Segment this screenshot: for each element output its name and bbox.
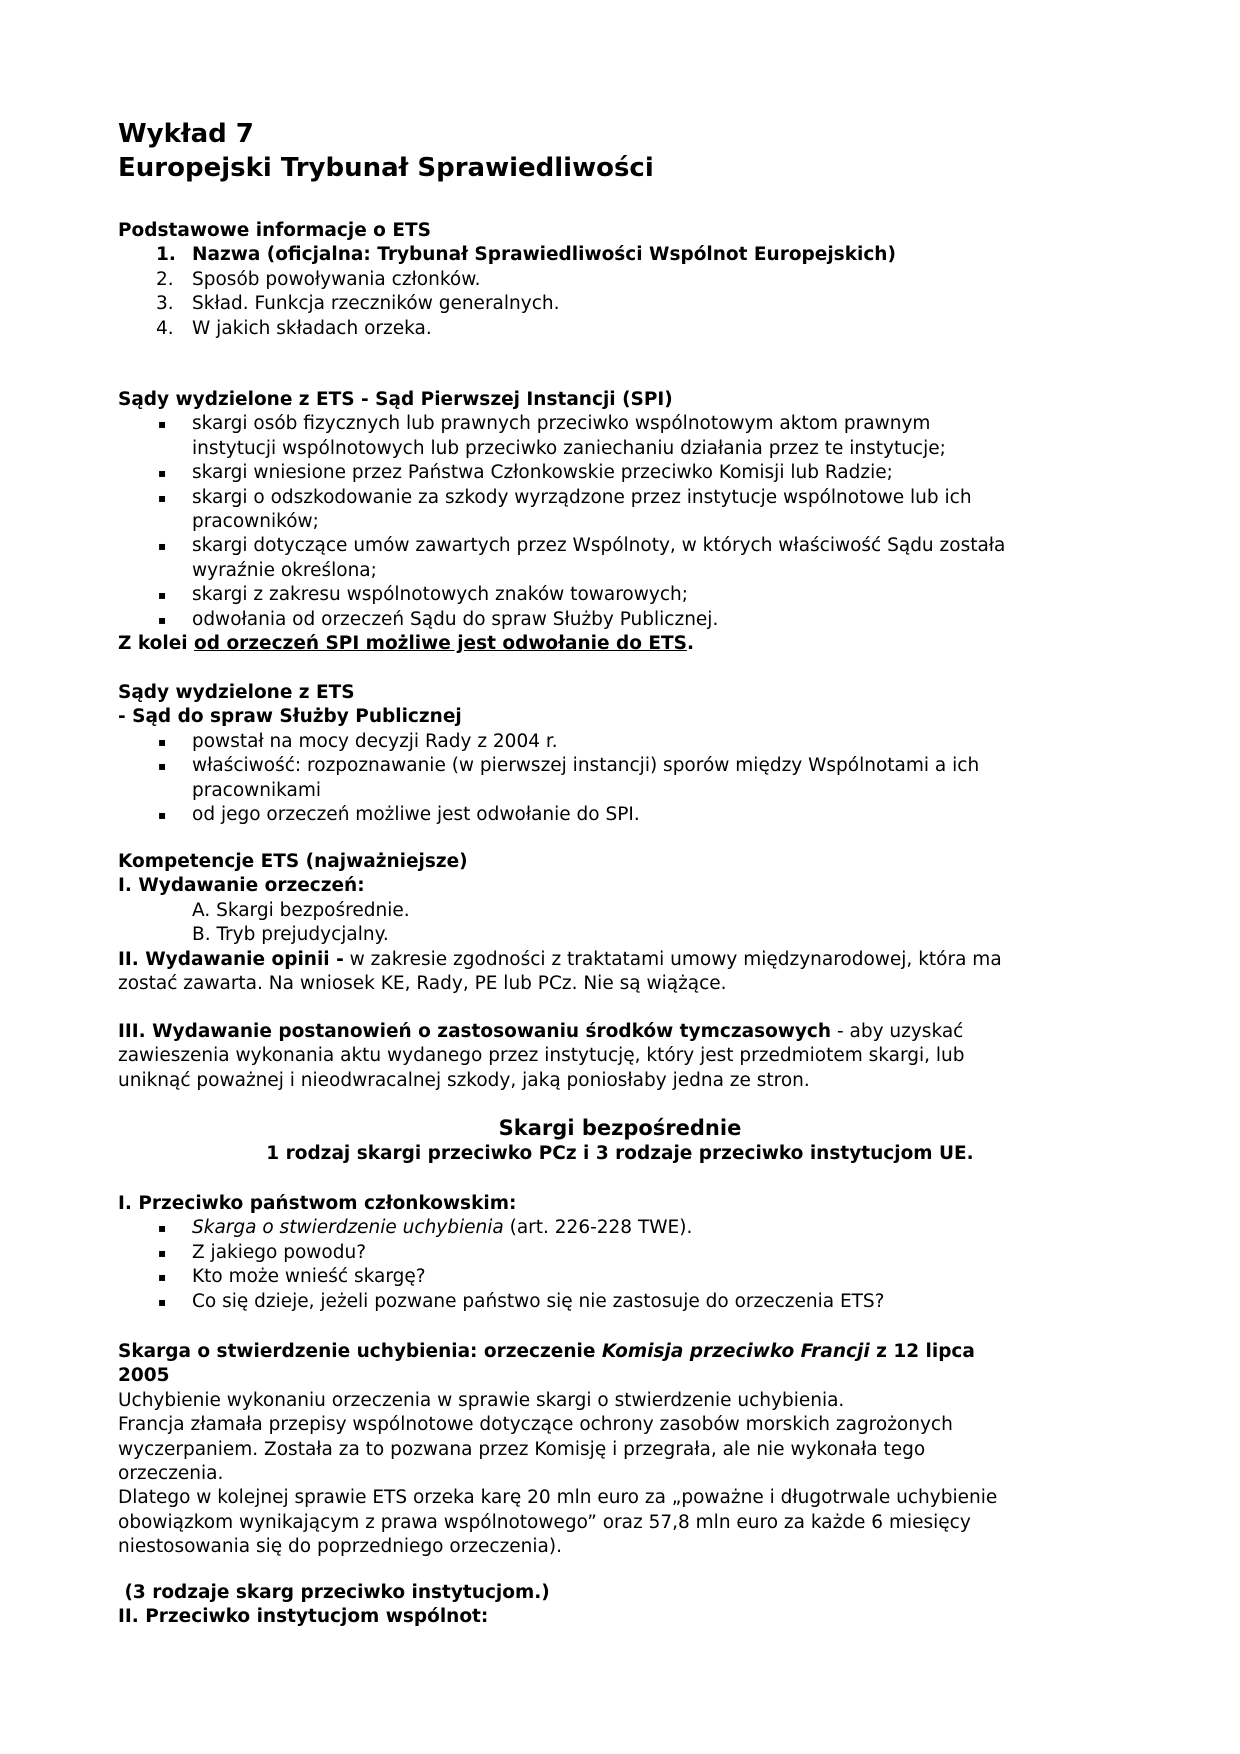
section-heading: Sądy wydzielone z ETS <box>118 682 355 703</box>
conclusion <box>118 632 1180 656</box>
case-heading <box>118 1340 1180 1364</box>
opinion-heading: II. Wydawanie opinii - <box>118 948 344 970</box>
list-item-continuation: wyraźnie określona; <box>192 559 377 581</box>
basic-info-section <box>118 219 1180 341</box>
lecture-number: Wykład 7 <box>118 119 254 149</box>
opinion-text: w zakresie zgodności z traktatami umowy międzynarodowej, która ma <box>343 948 1002 970</box>
list-item-continuation: pracowników; <box>192 510 319 532</box>
item-text: Kto może wnieść skargę? <box>192 1266 426 1288</box>
item-text: (art. 226-228 TWE). <box>503 1217 693 1239</box>
paragraph-line: niestosowania się do poprzedniego orzeczenia). <box>118 1536 562 1558</box>
institutions-section <box>118 1581 1180 1630</box>
item-text: od jego orzeczeń możliwe jest odwołanie do SPI. <box>192 803 640 825</box>
list-item <box>118 292 1180 316</box>
list-item <box>118 583 1180 607</box>
section-heading: Kompetencje ETS (najważniejsze) <box>118 851 468 872</box>
list-item-continuation: pracownikami <box>192 779 322 801</box>
subsection-heading: I. Wydawanie orzeczeń: <box>118 875 365 897</box>
bullet-icon: ▪ <box>158 490 167 505</box>
conclusion-prefix: Z kolei <box>118 632 195 654</box>
list-item <box>118 243 1180 267</box>
item-text: właściwość: rozpoznawanie (w pierwszej instancji) sporów między Wspólnotami a ich <box>192 755 980 777</box>
paragraph-line: Dlatego w kolejnej sprawie ETS orzeka karę 20 mln euro za „poważne i długotrwale uchybienie <box>118 1487 998 1509</box>
list-item: B. Tryb prejudycjalny. <box>192 924 389 946</box>
opinion-paragraph <box>118 948 1180 972</box>
bullet-icon: ▪ <box>158 1221 167 1236</box>
list-item <box>118 730 1180 754</box>
list-item <box>118 461 1180 485</box>
case-section <box>118 1340 1180 1560</box>
case-heading-year: 2005 <box>118 1365 170 1387</box>
paragraph-line: uniknąć poważnej i nieodwracalnej szkody, jaką poniosłaby jedna ze stron. <box>118 1069 810 1091</box>
item-text: skargi dotyczące umów zawartych przez Wspólnoty, w których właściwość Sądu została <box>192 535 1006 557</box>
paragraph-line <box>118 1020 1180 1044</box>
interim-measures-paragraph <box>118 1020 1180 1093</box>
item-number: 4. <box>156 317 174 339</box>
list-item-continuation: instytucji wspólnotowych lub przeciwko zaniechaniu działania przez te instytucje; <box>192 437 946 459</box>
list-item <box>118 534 1180 558</box>
section-heading: Podstawowe informacje o ETS <box>118 220 431 241</box>
case-name: Komisja przeciwko Francji <box>601 1341 870 1362</box>
bullet-icon: ▪ <box>158 759 167 774</box>
item-text: powstał na mocy decyzji Rady z 2004 r. <box>192 730 558 752</box>
bullet-icon: ▪ <box>158 807 167 822</box>
paragraph-line: wyczerpaniem. Została za to pozwana przez Komisję i przegrała, ale nie wykonała tego <box>118 1438 926 1460</box>
paragraph-line: zawieszenia wykonania aktu wydanego przez instytucję, który jest przedmiotem skargi, lub <box>118 1045 965 1067</box>
interim-heading: III. Wydawanie postanowień o zastosowaniu środków tymczasowych <box>118 1021 832 1042</box>
section-subtitle: 1 rodzaj skargi przeciwko PCz i 3 rodzaje przeciwko instytucjom UE. <box>266 1143 974 1164</box>
list-item <box>118 1265 1180 1289</box>
item-text: Sposób powoływania członków. <box>192 268 481 290</box>
conclusion-suffix: . <box>686 632 694 654</box>
item-text: Z jakiego powodu? <box>192 1241 367 1263</box>
list-item <box>118 317 1180 341</box>
list-item <box>118 1216 1180 1240</box>
item-number: 3. <box>156 293 174 315</box>
section-heading: II. Przeciwko instytucjom wspólnot: <box>118 1606 489 1628</box>
paragraph-line: orzeczenia. <box>118 1462 224 1484</box>
list-item <box>118 268 1180 292</box>
item-text: Skład. Funkcja rzeczników generalnych. <box>192 293 560 315</box>
member-states-section <box>118 1192 1180 1314</box>
list-item <box>118 803 1180 827</box>
bullet-icon: ▪ <box>158 466 167 481</box>
list-item <box>118 1241 1180 1265</box>
item-text: skargi wniesione przez Państwa Członkowskie przeciwko Komisji lub Radzie; <box>192 462 893 484</box>
conclusion-underlined: od orzeczeń SPI możliwe jest odwołanie do ETS <box>194 632 687 654</box>
item-text: skargi z zakresu wspólnotowych znaków towarowych; <box>192 584 688 606</box>
item-text: Co się dzieje, jeżeli pozwane państwo się nie zastosuje do orzeczenia ETS? <box>192 1290 885 1312</box>
paragraph-line: Francja złamała przepisy wspólnotowe dotyczące ochrony zasobów morskich zagrożonych <box>118 1414 953 1436</box>
lecture-topic: Europejski Trybunał Sprawiedliwości <box>118 153 654 183</box>
list-item <box>118 608 1180 632</box>
opinion-text-line: zostać zawarta. Na wniosek KE, Rady, PE lub PCz. Nie są wiążące. <box>118 972 727 994</box>
item-text: skargi o odszkodowanie za szkody wyrządzone przez instytucje wspólnotowe lub ich <box>192 486 972 508</box>
interim-text: - aby uzyskać <box>831 1021 964 1042</box>
bullet-icon: ▪ <box>158 539 167 554</box>
section-heading: Sądy wydzielone z ETS - Sąd Pierwszej Instancji (SPI) <box>118 389 673 410</box>
section-subheading: - Sąd do spraw Służby Publicznej <box>118 706 462 728</box>
item-number: 2. <box>156 268 174 290</box>
item-text: Nazwa (oficjalna: Trybunał Sprawiedliwości Wspólnot Europejskich) <box>192 244 896 266</box>
paragraph-line: Uchybienie wykonaniu orzeczenia w sprawie skargi o stwierdzenie uchybienia. <box>118 1389 845 1411</box>
list-item <box>118 1290 1180 1314</box>
section-heading: I. Przeciwko państwom członkowskim: <box>118 1193 517 1214</box>
case-date: z 12 lipca <box>869 1341 975 1362</box>
paragraph-line: obowiązkom wynikającym z prawa wspólnotowego” oraz 57,8 mln euro za każde 6 miesięcy <box>118 1511 971 1533</box>
case-heading-text: Skarga o stwierdzenie uchybienia: orzeczenie <box>118 1341 602 1362</box>
bullet-icon: ▪ <box>158 734 167 749</box>
bullet-icon: ▪ <box>158 1270 167 1285</box>
item-text: odwołania od orzeczeń Sądu do spraw Służby Publicznej. <box>192 608 719 630</box>
competences-section <box>118 850 1180 996</box>
item-text: W jakich składach orzeka. <box>192 317 432 339</box>
list-item <box>118 486 1180 510</box>
list-item: A. Skargi bezpośrednie. <box>192 899 410 921</box>
document-title <box>118 117 1180 185</box>
bullet-icon: ▪ <box>158 417 167 432</box>
bullet-icon: ▪ <box>158 1294 167 1309</box>
institutions-note: (3 rodzaje skarg przeciwko instytucjom.) <box>118 1582 550 1603</box>
list-item <box>118 412 1180 436</box>
item-text-italic: Skarga o stwierdzenie uchybienia <box>192 1217 504 1239</box>
spi-section <box>118 388 1180 656</box>
bullet-icon: ▪ <box>158 588 167 603</box>
bullet-icon: ▪ <box>158 1245 167 1260</box>
list-item <box>118 754 1180 778</box>
civil-service-tribunal-section <box>118 681 1180 827</box>
item-number: 1. <box>156 244 176 266</box>
section-title: Skargi bezpośrednie <box>498 1116 742 1140</box>
item-text: skargi osób fizycznych lub prawnych przeciwko wspólnotowym aktom prawnym <box>192 413 931 435</box>
bullet-icon: ▪ <box>158 612 167 627</box>
direct-actions-header <box>0 1114 1240 1166</box>
